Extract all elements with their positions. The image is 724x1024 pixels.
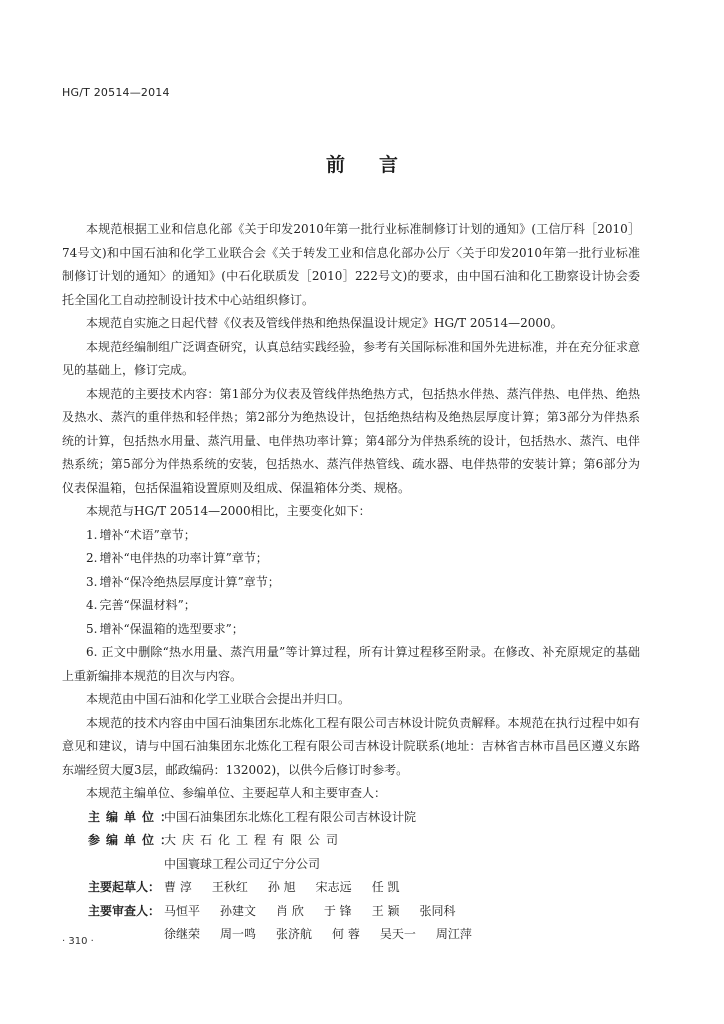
chief-unit: 中国石油集团东北炼化工程有限公司吉林设计院 [164,809,417,824]
list-item-6: 6. 正文中删除“热水用量、蒸汽用量”等计算过程，所有计算过程移至附录。在修改、补充原规定的基础上重新编排本规范的目次与内容。 [62,645,640,683]
reviewers-label: 主要审查人： [88,903,161,918]
participating-unit-2: 中国寰球工程公司辽宁分公司 [164,856,321,871]
reviewer-name: 何 蓉 [332,927,360,941]
drafter-name: 任 凯 [371,880,400,894]
chief-unit-label: 主编单位： [88,809,179,824]
paragraph: 本规范经编制组广泛调查研究，认真总结实践经验，参考有关国际标准和国外先进标准，并在充分征求意见的基础上，修订完成。 [62,339,640,377]
participating-unit-row-2 [62,853,640,877]
list-item [62,547,640,571]
participating-unit-label: 参编单位： [88,833,179,847]
paragraph: 本规范自实施之日起代替《仪表及管线伴热和绝热保温设计规定》HG/T 20514—2000。 [86,316,563,330]
paragraph: 本规范与HG/T 20514—2000相比，主要变化如下： [86,504,371,518]
list-number: 3. [86,574,98,589]
drafter-name: 孙 旭 [267,880,296,894]
list-text: 增补“电伴热的功率计算”章节； [99,551,268,565]
participating-unit-row [62,829,640,853]
list-text: 增补“保冷绝热层厚度计算”章节； [99,574,280,589]
page-number: · 310 · [62,936,94,947]
reviewer-name: 张同科 [419,903,456,918]
list-text: 增补“保温箱的选型要求”； [99,621,244,636]
reviewer-name: 吴天一 [379,927,416,941]
list-number: 5. [86,621,98,636]
reviewers-list [164,900,640,924]
reviewer-name: 马恒平 [164,903,201,918]
document-body [62,218,640,947]
list-item [62,618,640,642]
list-number: 2. [86,551,98,565]
list-item [62,524,640,548]
reviewer-name: 王 颖 [371,903,400,918]
list-number: 4. [86,598,98,612]
reviewers-list-2 [164,923,640,947]
paragraph: 本规范由中国石油和化学工业联合会提出并归口。 [86,692,351,706]
page-title: 前言 [325,154,432,176]
reviewers-row [62,900,640,924]
drafters-row [62,876,640,900]
reviewer-name: 徐继荣 [164,927,201,941]
drafter-name: 宋志远 [315,880,352,894]
list-text: 完善“保温材料”； [99,598,196,612]
standard-code: HG/T 20514—2014 [62,86,170,99]
reviewer-name: 张济航 [276,927,313,941]
paragraph: 本规范的主要技术内容：第1部分为仪表及管线伴热绝热方式，包括热水伴热、蒸汽伴热、电伴热、绝热及热水、蒸汽的重伴热和轻伴热；第2部分为绝热设计，包括绝热结构及绝热层厚度计算；第3部分为伴热系统的计算，包括热水用量、蒸汽用量、电伴热功率计算；第4部分为伴热系统的设计，包括热水、蒸汽、电伴热系统；第5部分为伴热系统的安装，包括热水、蒸汽伴热管线、疏水器、电伴热带的安装计算；第6部分为仪表保温箱，包括保温箱设置原则及组成、保温箱体分类、规格。 [62,386,640,495]
paragraph: 本规范主编单位、参编单位、主要起草人和主要审查人： [86,786,387,800]
drafters-label: 主要起草人： [88,880,161,894]
paragraph: 本规范根据工业和信息化部《关于印发2010年第一批行业标准制修订计划的通知》(工信厅科［2010］74号文)和中国石油和化学工业联合会《关于转发工业和信息化部办公厅〈关于印发2010年第一批行业标准制修订计划的通知〉的通知》(中石化联质发［2010］222号文)的要求，由中国石油和化工勘察设计协会委托全国化工自动控制设计技术中心站组织修订。 [62,222,640,307]
list-item [62,594,640,618]
paragraph: 本规范的技术内容由中国石油集团东北炼化工程有限公司吉林设计院负责解释。本规范在执行过程中如有意见和建议，请与中国石油集团东北炼化工程有限公司吉林设计院联系(地址：吉林省吉林市昌邑区遵义东路东端经贸大厦3层，邮政编码：132002)，以供今后修订时参考。 [62,715,640,777]
drafters-list [164,876,640,900]
reviewer-name: 肖 欣 [276,903,304,918]
list-number: 1. [86,527,98,542]
reviewer-name: 于 锋 [323,903,352,918]
list-text: 增补“术语”章节； [99,527,196,542]
list-item [62,571,640,595]
participating-unit-1: 大庆石化工程有限公司 [164,833,345,847]
reviewers-row-2 [62,923,640,947]
chief-unit-row [62,806,640,830]
contributors-block [62,806,640,947]
reviewer-name: 周一鸣 [220,927,257,941]
reviewer-name: 孙建文 [220,903,257,918]
drafter-name: 王秋红 [211,880,248,894]
reviewer-name: 周江萍 [435,927,472,941]
drafter-name: 曹 淳 [164,880,192,894]
